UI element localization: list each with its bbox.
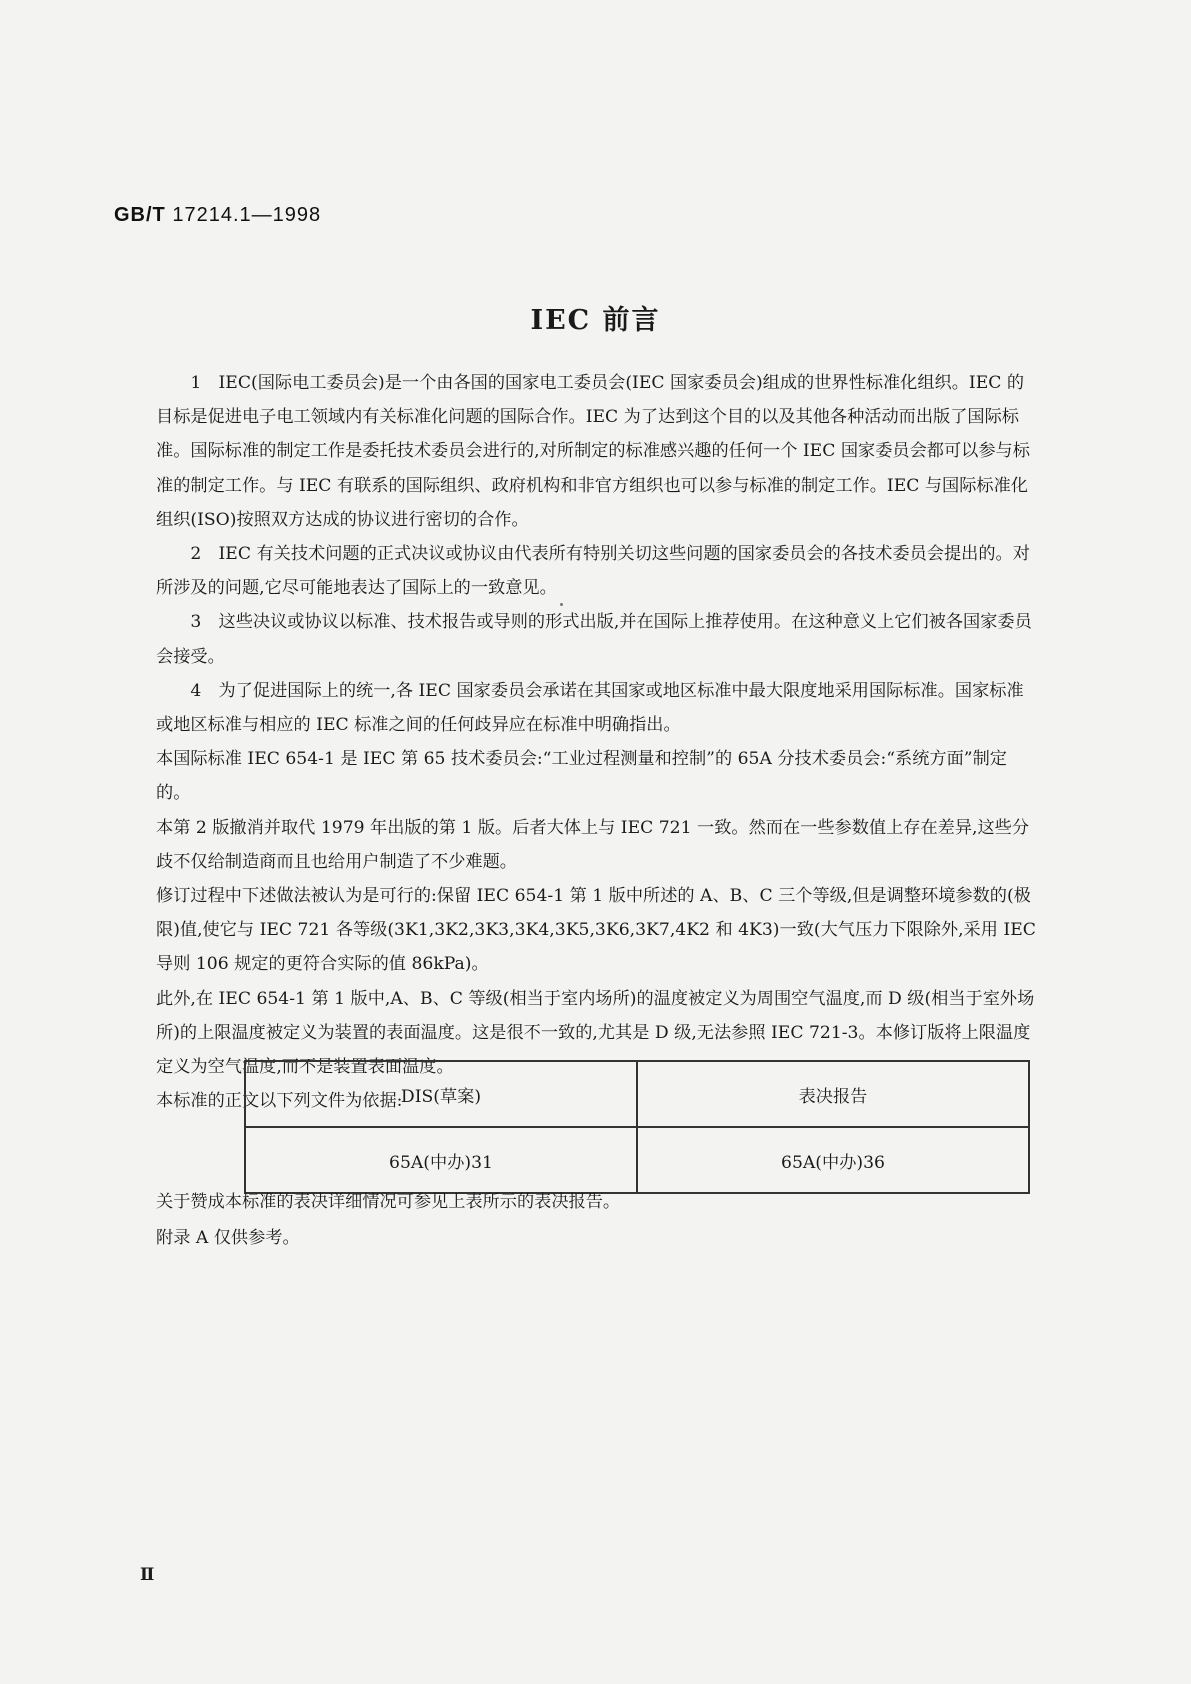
page-number: Ⅱ: [140, 1565, 155, 1585]
paragraph-3: 3 这些决议或协议以标准、技术报告或导则的形式出版,并在国际上推荐使用。在这种意义上它们被各国家委员会接受。: [156, 612, 1032, 667]
paragraph-2: 2 IEC 有关技术问题的正式决议或协议由代表所有特别关切这些问题的国家委员会的各技术委员会提出的。对所涉及的问题,它尽可能地表达了国际上的一致意见。: [156, 544, 1030, 599]
paragraph-1: 1 IEC(国际电工委员会)是一个由各国的国家电工委员会(IEC 国家委员会)组成的世界性标准化组织。IEC 的目标是促进电子电工领域内有关标准化问题的国际合作。IEC 为了达到这个目的以及其他各种活动而出版了国际标准。国际标准的制定工作是委托技术委员会进行的,对所制定的标准感兴趣的任何一个 IEC 国家委员会都可以参与标准的制定工作。与 IEC 有联系的国际组织、政府机构和非官方组织也可以参与标准的制定工作。IEC 与国际标准化组织(ISO)按照双方达成的协议进行密切的合作。: [156, 373, 1030, 530]
paragraph-6: 本第 2 版撤消并取代 1979 年出版的第 1 版。后者大体上与 IEC 721 一致。然而在一些参数值上存在差异,这些分歧不仅给制造商而且也给用户制造了不少难题。: [156, 817, 1030, 872]
page-title: IEC 前言: [530, 305, 661, 336]
table-cell: 65A(中办)31: [245, 1127, 637, 1193]
closing-note-2: 附录 A 仅供参考。: [156, 1228, 300, 1248]
table-header-cell: DIS(草案): [245, 1061, 637, 1127]
paragraph-7: 修订过程中下述做法被认为是可行的:保留 IEC 654-1 第 1 版中所述的 A、B、C 三个等级,但是调整环境参数的(极限)值,使它与 IEC 721 各等级(3K1,3K2,3K3,3K4,3K5,3K6,3K7,4K2 和 4K3)一致(大气压力下限除外,采用 IEC 导则 106 规定的更符合实际的值 86kPa)。: [156, 886, 1036, 975]
standard-code: 17214.1—1998: [172, 204, 322, 226]
table-cell: 65A(中办)36: [637, 1127, 1029, 1193]
paragraph-5: 本国际标准 IEC 654-1 是 IEC 第 65 技术委员会:“工业过程测量和控制”的 65A 分技术委员会:“系统方面”制定的。: [156, 749, 1007, 804]
preface-body: [156, 366, 1036, 1118]
scan-speck: [560, 603, 563, 606]
standard-number: [114, 204, 321, 227]
closing-note-1: 关于赞成本标准的表决详细情况可参见上表所示的表决报告。: [156, 1192, 621, 1212]
paragraph-9: 本标准的正文以下列文件为依据:: [156, 1091, 403, 1112]
table-header-row: [245, 1061, 1029, 1127]
paragraph-8: 此外,在 IEC 654-1 第 1 版中,A、B、C 等级(相当于室内场所)的温度被定义为周围空气温度,而 D 级(相当于室外场所)的上限温度被定义为装置的表面温度。这是很不一致的,尤其是 D 级,无法参照 IEC 721-3。本修订版将上限温度定义为空气温度,而不是装置表面温度。: [156, 988, 1035, 1078]
paragraph-4: 4 为了促进国际上的统一,各 IEC 国家委员会承诺在其国家或地区标准中最大限度地采用国际标准。国家标准或地区标准与相应的 IEC 标准之间的任何歧异应在标准中明确指出。: [156, 680, 1024, 736]
closing-notes: [156, 1184, 620, 1256]
table-header-cell: 表决报告: [637, 1061, 1029, 1127]
voting-table: [244, 1060, 1030, 1194]
standard-prefix: GB/T: [114, 204, 166, 226]
